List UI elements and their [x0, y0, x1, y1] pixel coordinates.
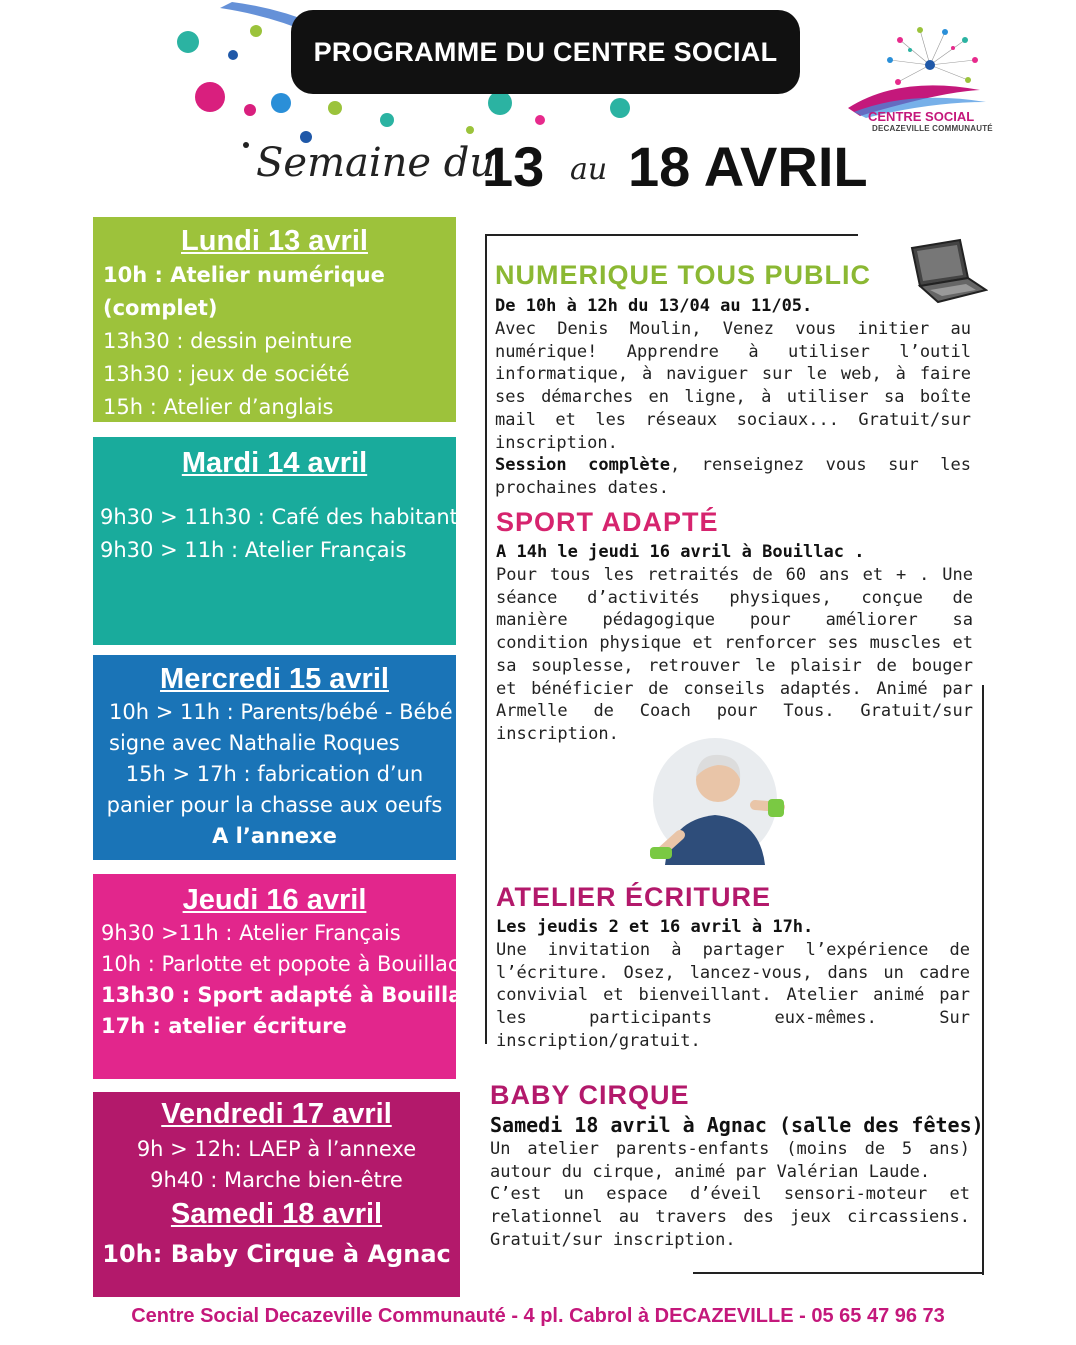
section-subtitle: Samedi 18 avril à Agnac (salle des fêtes) [490, 1113, 984, 1137]
day-line: 10h > 11h : Parents/bébé - Bébé [109, 700, 453, 724]
section-title-ecriture: ATELIER ÉCRITURE [496, 882, 772, 912]
week-prefix: Semaine du [256, 140, 496, 186]
section-body: Pour tous les retraités de 60 ans et + . Une séance d’activités physiques, conçue de manière pédagogique pour améliorer sa condition physique et renforcer ses muscles et sa souplesse, retrouver le plaisir de bouger et bénéficier de conseils adaptés. Animé par Armelle de Coach pour Tous. Gratuit/sur inscription. [496, 565, 973, 744]
day-line: 9h40 : Marche bien-être [150, 1168, 403, 1192]
section-body [490, 1138, 970, 1252]
day-title: Mardi 14 avril [181, 447, 368, 479]
day-line: 13h30 : jeux de société [103, 362, 350, 386]
section-body: Une invitation à partager l’expérience de l’écriture. Osez, lancez-vous, dans un cadre convivial et bienveillant. Atelier animé par les participants eux-mêmes. Sur inscription/gratuit. [496, 940, 970, 1051]
day-box-mercredi [93, 655, 456, 860]
laptop-icon [904, 238, 988, 308]
day-line: A l’annexe [212, 824, 337, 848]
day-line: 17h : atelier écriture [101, 1014, 347, 1038]
day-line: panier pour la chasse aux oeufs [106, 793, 443, 817]
day-line: 10h: Baby Cirque à Agnac [102, 1240, 451, 1268]
week-start: 13 [482, 135, 545, 198]
day-line: 15h > 17h : fabrication d’un [125, 762, 424, 786]
day-box-vendredi-samedi [93, 1092, 460, 1297]
day-title: Mercredi 15 avril [160, 663, 389, 695]
logo-line1: CENTRE SOCIAL [868, 109, 975, 124]
day-box-mardi [93, 437, 469, 645]
day-line: 10h : Atelier numérique [103, 263, 385, 287]
section-body-bold: Session complète [495, 455, 671, 476]
section-title-sport: SPORT ADAPTÉ [496, 507, 719, 537]
page-title: PROGRAMME DU CENTRE SOCIAL [291, 10, 800, 94]
day-line: signe avec Nathalie Roques [109, 731, 400, 755]
day-title: Lundi 13 avril [181, 225, 368, 257]
section-title-baby-cirque: BABY CIRQUE [490, 1080, 690, 1110]
day-line: 9h > 12h: LAEP à l’annexe [136, 1137, 417, 1161]
day-title: Vendredi 17 avril [161, 1098, 392, 1130]
day-title: Jeudi 16 avril [182, 884, 367, 916]
day-line: 10h : Parlotte et popote à Bouillac [101, 952, 460, 976]
week-end: 18 AVRIL [628, 135, 868, 198]
day-line: 13h30 : dessin peinture [103, 329, 353, 353]
section-body-text: C’est un espace d’éveil sensori-moteur et relationnel au travers des jeux circassiens. Gratuit/sur inscription. [490, 1184, 970, 1250]
divider [485, 234, 858, 236]
day-line: 9h30 > 11h30 : Café des habitants [100, 505, 469, 529]
section-subtitle: Les jeudis 2 et 16 avril à 17h. [496, 917, 814, 937]
section-body-text: Un atelier parents-enfants (moins de 5 ans) autour du cirque, animé par Valérian Laude. [490, 1139, 970, 1182]
day-title: Samedi 18 avril [170, 1198, 383, 1230]
day-line: (complet) [103, 296, 218, 320]
day-line: 9h30 > 11h : Atelier Français [100, 538, 407, 562]
logo-line2: DECAZEVILLE COMMUNAUTÉ [872, 124, 993, 133]
day-line: 13h30 : Sport adapté à Bouillac [101, 983, 475, 1007]
footer-address: Centre Social Decazeville Communauté - 4 pl. Cabrol à DECAZEVILLE - 05 65 47 96 73 [131, 1305, 945, 1327]
section-subtitle: A 14h le jeudi 16 avril à Bouillac . [496, 542, 865, 562]
day-box-lundi [93, 217, 456, 422]
section-body [495, 318, 971, 500]
day-box-jeudi [93, 874, 475, 1079]
section-body-text: Avec Denis Moulin, Venez vous initier au numérique! Apprendre à utiliser l’outil informatique, à naviguer sur le web, à faire ses démarches en ligne, à utiliser sa boîte mail et les réseaux sociaux... Gratuit/sur inscription. [495, 319, 971, 453]
divider [485, 234, 487, 1044]
day-line: 15h : Atelier d’anglais [103, 395, 334, 419]
senior-woman-photo [640, 735, 790, 875]
divider [693, 1272, 984, 1274]
section-subtitle: De 10h à 12h du 13/04 au 11/05. [495, 296, 813, 316]
section-title-numerique: NUMERIQUE TOUS PUBLIC [495, 260, 872, 290]
section-body-tail: , renseignez vous sur les prochaines dates. [495, 455, 971, 498]
week-middle: au [570, 152, 608, 187]
divider [982, 685, 984, 1275]
day-line: 9h30 >11h : Atelier Français [101, 921, 401, 945]
